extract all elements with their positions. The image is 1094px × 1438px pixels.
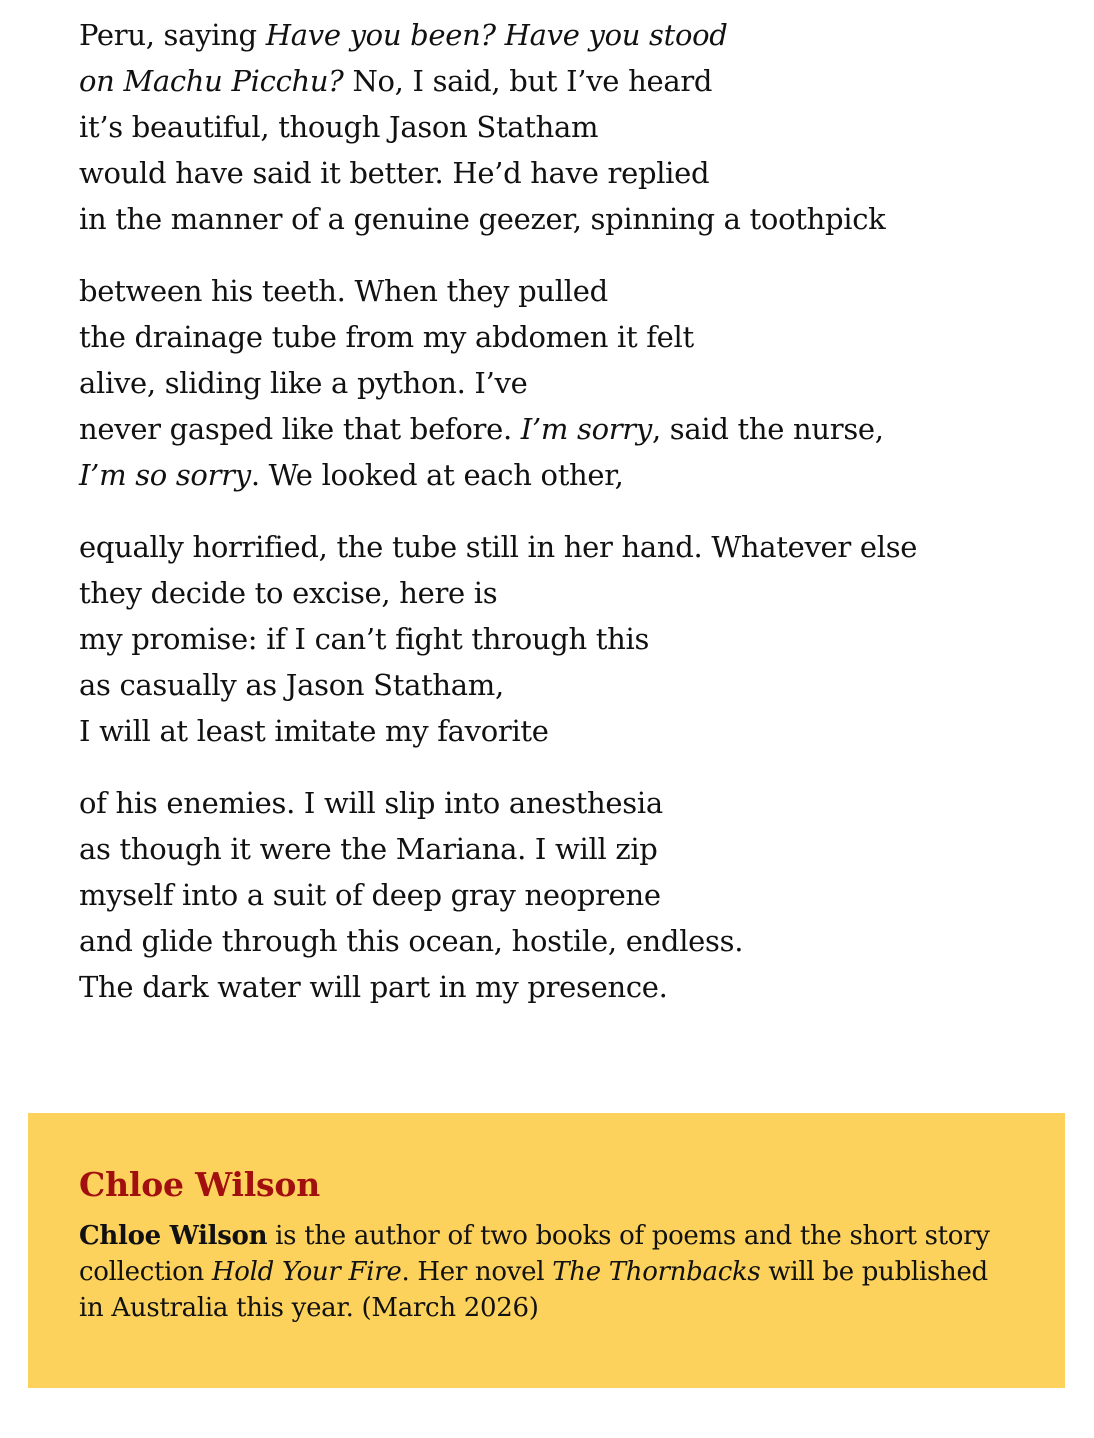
poem-text: . We looked at each other, — [250, 458, 624, 492]
poem-line — [79, 662, 1039, 708]
poem-line — [79, 150, 1039, 196]
poem-line — [79, 406, 1039, 452]
author-bio-text — [79, 1218, 1014, 1326]
bio-book-title: The Thornbacks — [552, 1257, 761, 1287]
poem-text: equally horrified, the tube still in her hand. Whatever else — [79, 530, 918, 564]
bio-book-title: Hold Your Fire — [211, 1257, 402, 1287]
poem-text: as casually as Jason Statham, — [79, 668, 504, 702]
poem-line — [79, 268, 1039, 314]
poem-text: my promise: if I can’t fight through this — [79, 622, 650, 656]
poem-line — [79, 12, 1039, 58]
poem-text: never gasped like that before. — [79, 412, 521, 446]
poem-stanza — [79, 524, 1039, 754]
poem-stanza — [79, 268, 1039, 498]
poem-text: would have said it better. He’d have replied — [79, 156, 710, 190]
poem-text: between his teeth. When they pulled — [79, 274, 608, 308]
poem-line — [79, 314, 1039, 360]
bio-author-name: Chloe Wilson — [79, 1221, 268, 1251]
poem-line — [79, 360, 1039, 406]
poem-stanza — [79, 780, 1039, 1010]
poem-line — [79, 918, 1039, 964]
poem-line — [79, 616, 1039, 662]
poem-italic-text: Have you been? Have you stood — [265, 18, 728, 52]
poem-text: myself into a suit of deep gray neoprene — [79, 878, 661, 912]
bio-text-part: is the author of two books of poems and the short story collection — [79, 1221, 990, 1287]
poem-line — [79, 826, 1039, 872]
poem-text: and glide through this ocean, hostile, endless. — [79, 924, 744, 958]
poem-text: Peru, saying — [79, 18, 266, 52]
author-bio-box — [28, 1113, 1065, 1388]
poem-line — [79, 570, 1039, 616]
poem — [79, 12, 1039, 1036]
poem-line — [79, 708, 1039, 754]
poem-italic-text: on Machu Picchu? — [79, 64, 344, 98]
poem-line — [79, 452, 1039, 498]
poem-text: they decide to excise, here is — [79, 576, 498, 610]
poem-text: as though it were the Mariana. I will zip — [79, 832, 658, 866]
poem-line — [79, 58, 1039, 104]
poem-text: of his enemies. I will slip into anesthesia — [79, 786, 663, 820]
poem-text: , said the nurse, — [651, 412, 884, 446]
poem-line — [79, 196, 1039, 242]
bio-text-part: . Her novel — [401, 1257, 553, 1287]
poem-text: The dark water will part in my presence. — [79, 970, 668, 1004]
author-name-heading: Chloe Wilson — [79, 1165, 321, 1204]
poem-text: No, I said, but I’ve heard — [343, 64, 713, 98]
poem-text: I will at least imitate my favorite — [79, 714, 549, 748]
poem-stanza — [79, 12, 1039, 242]
poem-italic-text: I’m sorry — [520, 412, 652, 446]
bio-text-part: will be published in Australia this year. (March 2026) — [79, 1257, 988, 1323]
poem-line — [79, 524, 1039, 570]
poem-line — [79, 780, 1039, 826]
poem-line — [79, 104, 1039, 150]
poem-text: in the manner of a genuine geezer, spinning a toothpick — [79, 202, 886, 236]
poem-text: it’s beautiful, though Jason Statham — [79, 110, 599, 144]
poem-italic-text: I’m so sorry — [79, 458, 251, 492]
poem-line — [79, 872, 1039, 918]
poem-text: alive, sliding like a python. I’ve — [79, 366, 528, 400]
poem-text: the drainage tube from my abdomen it felt — [79, 320, 694, 354]
poem-line — [79, 964, 1039, 1010]
